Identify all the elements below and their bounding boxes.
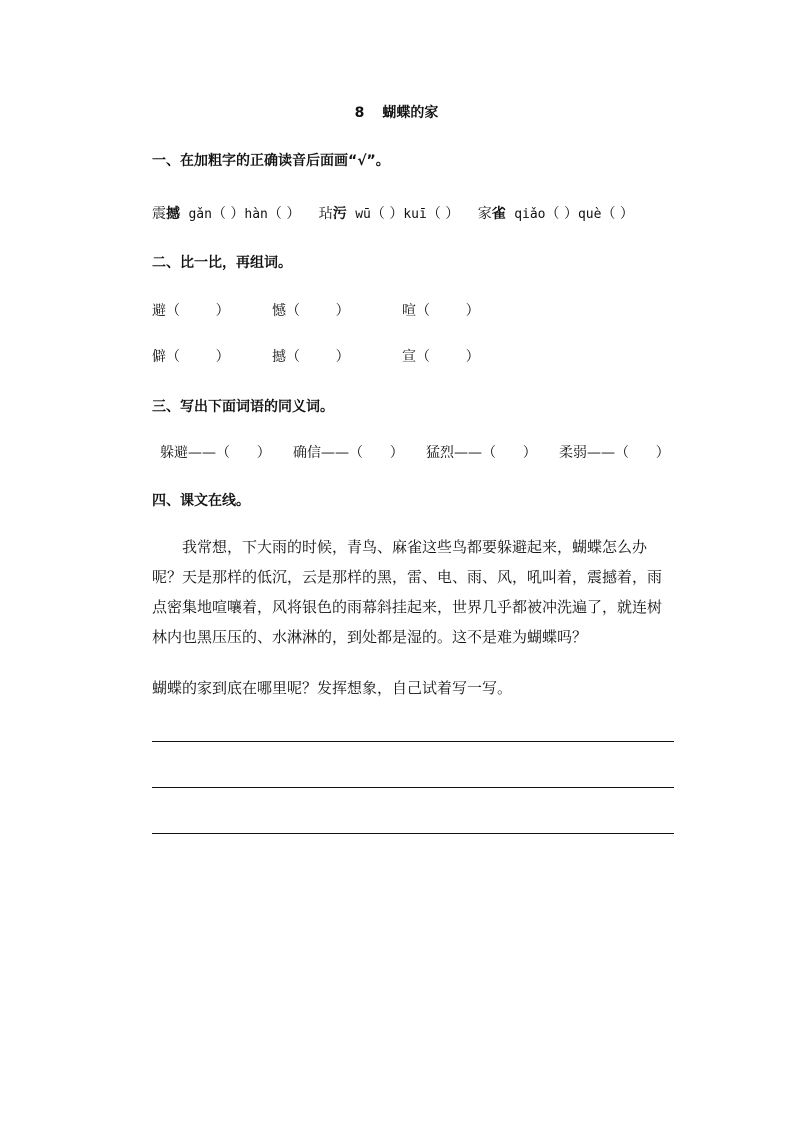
pron-item-3-option-1: qiǎo (514, 207, 546, 222)
pron-item-1-bold-char: 撼 (166, 206, 180, 222)
pron-item-3-prefix: 家 (477, 206, 492, 222)
compare-item[interactable]: 憾（ ） (272, 303, 350, 319)
compare-item[interactable]: 避（ ） (152, 303, 230, 319)
compare-row-2 (152, 346, 480, 366)
synonym-row (160, 442, 670, 462)
compare-item[interactable]: 僻（ ） (152, 349, 230, 365)
pron-item-2-blank-1[interactable]: （ ） (370, 206, 404, 222)
pron-item-2-prefix: 玷 (318, 206, 333, 222)
pron-item-3-blank-1[interactable]: （ ） (545, 206, 578, 222)
pron-item-2-option-1: wū (355, 207, 371, 222)
pron-item-1-blank-2[interactable]: （ ） (267, 206, 301, 222)
section-2-heading: 二、比一比，再组词。 (152, 255, 292, 271)
pron-item-1-option-2: hàn (244, 207, 268, 222)
synonym-item[interactable]: 躲避——（ ） (160, 445, 271, 461)
pron-item-1 (152, 203, 300, 223)
pron-item-1-blank-1[interactable]: （ ） (211, 206, 245, 222)
answer-line[interactable] (152, 833, 674, 834)
pron-item-3-bold-char: 雀 (491, 206, 506, 222)
pron-item-2-option-2: kuī (403, 207, 427, 222)
pron-item-2-bold-char: 污 (332, 206, 347, 222)
pron-item-1-prefix: 震 (152, 206, 166, 222)
pron-item-2 (319, 203, 460, 223)
reading-passage-text: 我常想，下大雨的时候，青鸟、麻雀这些鸟都要躲避起来，蝴蝶怎么办呢？天是那样的低沉，云是那样的黑，雷、电、雨、风，吼叫着，震撼着，雨点密集地喧嚷着，风将银色的雨幕斜挂起来，世界几乎都被冲洗遍了，就连树林内也黑压压的、水淋淋的，到处都是湿的。这不是难为蝴蝶吗？ (152, 538, 663, 646)
compare-item[interactable]: 撼（ ） (272, 349, 350, 365)
section-1-heading: 一、在加粗字的正确读音后面画“√”。 (152, 153, 390, 169)
section-3-heading: 三、写出下面词语的同义词。 (152, 399, 334, 415)
answer-line[interactable] (152, 741, 674, 742)
pronunciation-row (152, 203, 634, 223)
pron-item-3-blank-2[interactable]: （ ） (601, 206, 634, 222)
synonym-item[interactable]: 柔弱——（ ） (559, 445, 670, 461)
synonym-item[interactable]: 确信——（ ） (293, 445, 404, 461)
answer-line[interactable] (152, 787, 674, 788)
section-4-heading: 四、课文在线。 (152, 493, 250, 509)
pron-item-3-option-2: què (577, 207, 602, 222)
compare-item[interactable]: 宣（ ） (402, 349, 480, 365)
pron-item-2-blank-2[interactable]: （ ） (426, 206, 460, 222)
writing-prompt: 蝴蝶的家到底在哪里呢？发挥想象，自己试着写一写。 (152, 679, 513, 697)
pron-item-1-option-1: gǎn (188, 207, 212, 222)
lesson-number: 8 (354, 105, 365, 121)
lesson-title: 蝴蝶的家 (382, 105, 439, 121)
compare-row-1 (152, 300, 480, 320)
reading-passage (152, 532, 674, 652)
pron-item-3 (478, 203, 634, 223)
synonym-item[interactable]: 猛烈——（ ） (426, 445, 537, 461)
page-title (0, 102, 793, 122)
compare-item[interactable]: 喧（ ） (402, 303, 480, 319)
